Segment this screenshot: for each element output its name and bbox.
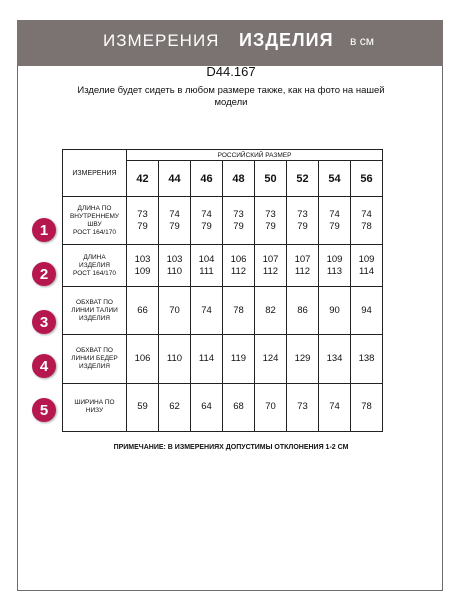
value-cell bbox=[351, 197, 383, 245]
value-line: 107 bbox=[294, 253, 311, 265]
value-cell bbox=[159, 383, 191, 431]
size-header-cell: 46 bbox=[191, 161, 223, 197]
header-title-part1: ИЗМЕРЕНИЯ bbox=[103, 31, 220, 50]
table-row bbox=[63, 197, 383, 245]
value-line: 110 bbox=[166, 265, 183, 277]
value-cell bbox=[351, 335, 383, 383]
value-line: 106 bbox=[134, 353, 151, 365]
value-cell bbox=[287, 197, 319, 245]
row-label-line: РОСТ 164/170 bbox=[73, 228, 116, 236]
value-line: 74 bbox=[169, 208, 180, 220]
value-cell bbox=[223, 335, 255, 383]
row-label-line: ДЛИНА ПО bbox=[77, 204, 112, 212]
row-label-line: ОБХВАТ ПО bbox=[76, 298, 113, 306]
row-number-badge: 3 bbox=[32, 310, 56, 334]
row-number-badge: 1 bbox=[32, 218, 56, 242]
row-label-line: ИЗДЕЛИЯ bbox=[79, 314, 110, 322]
value-cell bbox=[127, 197, 159, 245]
value-cell bbox=[351, 245, 383, 287]
size-header-cell: 42 bbox=[127, 161, 159, 197]
row-label-line: ШВУ bbox=[87, 220, 102, 228]
value-line: 59 bbox=[137, 401, 148, 413]
size-header-cell: 54 bbox=[319, 161, 351, 197]
value-line: 119 bbox=[230, 353, 247, 365]
value-cell bbox=[319, 197, 351, 245]
size-header-cell: 52 bbox=[287, 161, 319, 197]
value-cell bbox=[287, 335, 319, 383]
value-cell bbox=[287, 383, 319, 431]
value-cell bbox=[287, 245, 319, 287]
value-line: 90 bbox=[329, 304, 340, 316]
header-unit: в см bbox=[350, 34, 374, 48]
value-line: 94 bbox=[361, 304, 372, 316]
value-line: 78 bbox=[361, 220, 372, 232]
value-cell bbox=[159, 287, 191, 335]
value-line: 129 bbox=[294, 353, 311, 365]
value-line: 79 bbox=[201, 220, 212, 232]
value-cell bbox=[159, 245, 191, 287]
value-cell bbox=[191, 245, 223, 287]
value-line: 66 bbox=[137, 304, 148, 316]
measure-header: ИЗМЕРЕНИЯ bbox=[63, 150, 127, 197]
value-line: 114 bbox=[198, 353, 215, 365]
value-cell bbox=[191, 287, 223, 335]
value-line: 70 bbox=[265, 401, 276, 413]
row-label-line: ЛИНИИ ТАЛИИ bbox=[71, 306, 118, 314]
value-line: 138 bbox=[358, 353, 375, 365]
table-row bbox=[63, 287, 383, 335]
value-cell bbox=[287, 287, 319, 335]
value-line: 74 bbox=[329, 401, 340, 413]
row-label bbox=[63, 287, 127, 335]
value-line: 73 bbox=[265, 208, 276, 220]
value-line: 112 bbox=[294, 265, 311, 277]
value-line: 109 bbox=[134, 265, 151, 277]
table-body bbox=[63, 197, 383, 432]
value-cell bbox=[127, 245, 159, 287]
value-line: 73 bbox=[137, 208, 148, 220]
value-cell bbox=[191, 383, 223, 431]
value-line: 82 bbox=[265, 304, 276, 316]
value-line: 113 bbox=[326, 265, 343, 277]
value-line: 111 bbox=[199, 265, 214, 277]
value-line: 74 bbox=[361, 208, 372, 220]
note: ПРИМЕЧАНИЕ: В ИЗМЕРЕНИЯХ ДОПУСТИМЫ ОТКЛОНЕНИЯ 1-2 СМ bbox=[113, 444, 349, 451]
value-line: 74 bbox=[201, 208, 212, 220]
value-cell bbox=[159, 197, 191, 245]
value-line: 110 bbox=[166, 353, 183, 365]
value-cell bbox=[255, 245, 287, 287]
value-cell bbox=[351, 383, 383, 431]
value-line: 106 bbox=[230, 253, 247, 265]
value-line: 79 bbox=[233, 220, 244, 232]
value-cell bbox=[319, 245, 351, 287]
row-label bbox=[63, 245, 127, 287]
value-cell bbox=[255, 383, 287, 431]
value-cell bbox=[319, 383, 351, 431]
row-label-line: ОБХВАТ ПО bbox=[76, 347, 113, 355]
value-cell bbox=[351, 287, 383, 335]
value-line: 103 bbox=[166, 253, 183, 265]
value-line: 73 bbox=[297, 401, 308, 413]
value-line: 79 bbox=[297, 220, 308, 232]
header-title-part2: ИЗДЕЛИЯ bbox=[239, 30, 334, 50]
value-line: 64 bbox=[201, 401, 212, 413]
value-cell bbox=[223, 245, 255, 287]
value-line: 112 bbox=[230, 265, 247, 277]
row-label-line: ДЛИНА bbox=[83, 253, 106, 261]
row-label-line: ЛИНИИ БЕДЕР bbox=[71, 355, 118, 363]
product-code: D44.167 bbox=[206, 64, 256, 79]
size-header-cell: 48 bbox=[223, 161, 255, 197]
value-line: 78 bbox=[361, 401, 372, 413]
value-cell bbox=[127, 287, 159, 335]
value-line: 114 bbox=[358, 265, 375, 277]
row-number-badge: 4 bbox=[32, 354, 56, 378]
header-bar bbox=[17, 20, 443, 66]
size-header-cell: 44 bbox=[159, 161, 191, 197]
row-label-line: ИЗДЕЛИЯ bbox=[79, 363, 110, 371]
size-group-header: РОССИЙСКИЙ РАЗМЕР bbox=[127, 150, 383, 161]
value-line: 68 bbox=[233, 401, 244, 413]
value-cell bbox=[159, 335, 191, 383]
value-line: 79 bbox=[169, 220, 180, 232]
value-cell bbox=[255, 335, 287, 383]
value-line: 73 bbox=[233, 208, 244, 220]
row-label-line: ШИРИНА ПО bbox=[74, 399, 115, 407]
row-label-line: НИЗУ bbox=[85, 407, 104, 415]
row-label-line: ВНУТРЕННЕМУ bbox=[69, 212, 120, 220]
row-label bbox=[63, 335, 127, 383]
value-cell bbox=[127, 383, 159, 431]
row-number-badge: 5 bbox=[32, 398, 56, 422]
row-label-line: ИЗДЕЛИЯ bbox=[79, 261, 110, 269]
row-number-badge: 2 bbox=[32, 262, 56, 286]
value-cell bbox=[127, 335, 159, 383]
value-line: 70 bbox=[169, 304, 180, 316]
value-line: 62 bbox=[169, 401, 180, 413]
table-row bbox=[63, 383, 383, 431]
value-line: 109 bbox=[358, 253, 375, 265]
value-line: 134 bbox=[326, 353, 343, 365]
row-label bbox=[63, 197, 127, 245]
row-label-line: РОСТ 164/170 bbox=[73, 269, 116, 277]
value-line: 109 bbox=[326, 253, 343, 265]
value-cell bbox=[223, 287, 255, 335]
value-line: 74 bbox=[201, 304, 212, 316]
row-label bbox=[63, 383, 127, 431]
value-line: 79 bbox=[265, 220, 276, 232]
value-line: 112 bbox=[262, 265, 279, 277]
value-line: 78 bbox=[233, 304, 244, 316]
value-line: 79 bbox=[137, 220, 148, 232]
value-line: 103 bbox=[134, 253, 151, 265]
value-cell bbox=[319, 287, 351, 335]
size-header-cell: 56 bbox=[351, 161, 383, 197]
value-line: 79 bbox=[329, 220, 340, 232]
value-line: 124 bbox=[262, 353, 279, 365]
value-cell bbox=[191, 197, 223, 245]
value-cell bbox=[255, 287, 287, 335]
value-cell bbox=[191, 335, 223, 383]
value-line: 107 bbox=[262, 253, 279, 265]
size-table bbox=[62, 149, 383, 432]
value-line: 104 bbox=[198, 253, 215, 265]
table-row bbox=[63, 335, 383, 383]
value-line: 74 bbox=[329, 208, 340, 220]
table-row bbox=[63, 245, 383, 287]
value-cell bbox=[223, 197, 255, 245]
value-cell bbox=[255, 197, 287, 245]
subtitle: Изделие будет сидеть в любом размере также, как на фото на нашей модели bbox=[77, 85, 385, 108]
value-line: 73 bbox=[297, 208, 308, 220]
size-header-cell: 50 bbox=[255, 161, 287, 197]
value-cell bbox=[223, 383, 255, 431]
value-line: 86 bbox=[297, 304, 308, 316]
value-cell bbox=[319, 335, 351, 383]
